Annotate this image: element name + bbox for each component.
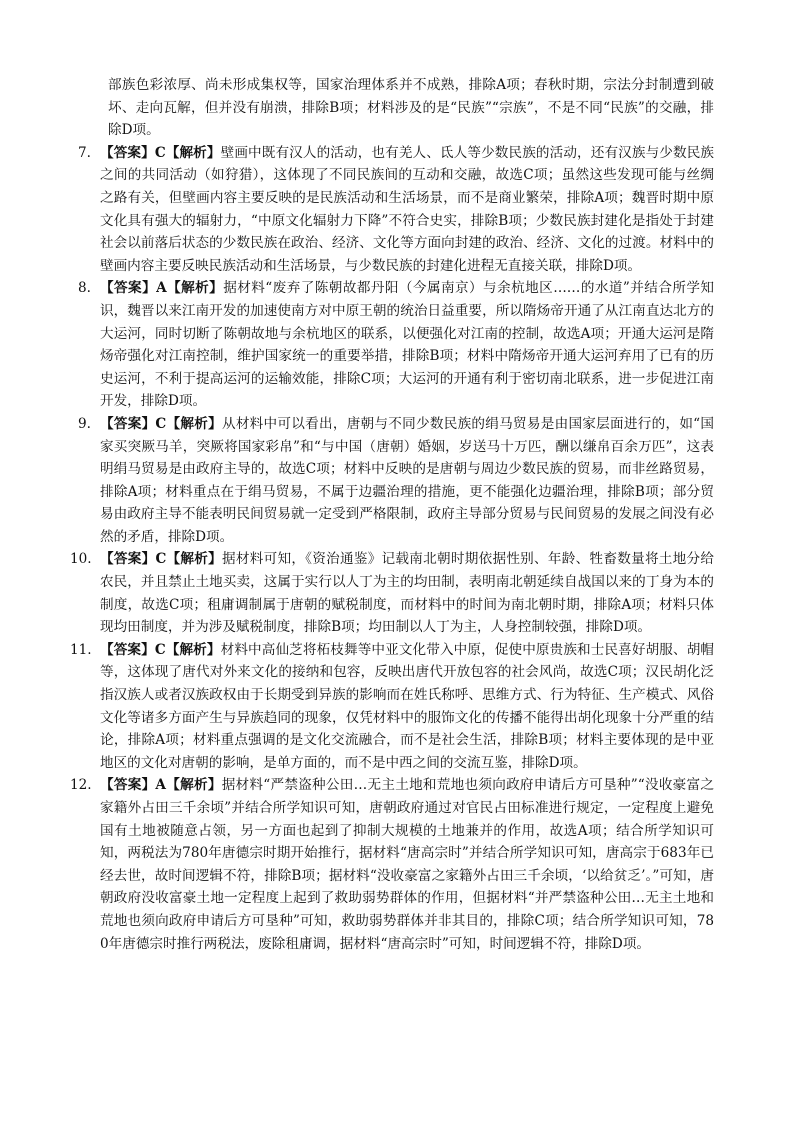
explanation-text: 据材料可知，《资治通鉴》记载南北朝时期依据性别、年龄、牲畜数量将土地分给农民，并且禁止土地买卖，这属于实行以人丁为主的均田制，表明南北朝延续自战国以来的丁身为本的制度，故选C项；租庸调制属于唐朝的赋税制度，而材料中的时间为南北朝时期，排除A项；材料只体现均田制度，并为涉及赋税制度，排除B项；均田制以人丁为主，人身控制较强，排除D项。	[100, 551, 714, 636]
answer-item-11	[70, 639, 714, 775]
question-number: 10.	[70, 551, 92, 568]
question-number: 8.	[78, 280, 91, 297]
answer-tag: 【答案】C【解析】	[100, 415, 222, 432]
question-number: 11.	[70, 641, 92, 658]
answer-item-12	[70, 774, 714, 955]
answer-item-10	[70, 548, 714, 638]
answer-body	[86, 277, 714, 413]
question-number: 7.	[78, 144, 91, 161]
explanation-text: 壁画中既有汉人的活动，也有羌人、氐人等少数民族的活动，还有汉族与少数民族之间的共同活动（如狩猎），这体现了不同民族间的互动和交融，故选C项；虽然这些发现可能与丝绸之路有关，但壁画内容主要反映的是民族活动和生活场景，而不是商业繁荣，排除A项；魏晋时期中原文化具有强大的辐射力，“中原文化辐射力下降”不符合史实，排除B项；少数民族封建化是指处于封建社会以前落后状态的少数民族在政治、经济、文化等方面向封建的政治、经济、文化的过渡。材料中的壁画内容主要反映民族活动和生活场景，与少数民族的封建化进程无直接关联，排除D项。	[100, 144, 714, 274]
answer-body	[86, 774, 714, 955]
explanation-text: 材料中高仙芝将柘枝舞等中亚文化带入中原，促使中原贵族和士民喜好胡服、胡帽等，这体现了唐代对外来文化的接纳和包容，反映出唐代开放包容的社会风尚，故选C项；汉民胡化泛指汉族人或者汉族政权由于长期受到异族的影响而在姓氏称呼、思维方式、行为特征、生产模式、风俗文化等诸多方面产生与异族趋同的现象，仅凭材料中的服饰文化的传播不能得出胡化现象十分严重的结论，排除A项；材料重点强调的是文化交流融合，而不是社会生活，排除B项；材料主要体现的是中亚地区的文化对唐朝的影响，是单方面的，而不是中西之间的交流互鉴，排除D项。	[100, 641, 714, 771]
answer-tag: 【答案】C【解析】	[100, 641, 221, 658]
answer-item-9	[78, 413, 714, 549]
answer-body	[86, 639, 714, 775]
answer-body	[86, 548, 714, 638]
answer-body	[86, 413, 714, 549]
answer-body	[86, 142, 714, 278]
continued-explanation: 部族色彩浓厚、尚未形成集权等，国家治理体系并不成熟，排除A项；春秋时期，宗法分封制遭到破坏、走向瓦解，但并没有崩溃，排除B项；材料涉及的是“民族”“宗族”，不是不同“民族”的交融，排除D项。	[108, 77, 714, 139]
question-number: 12.	[70, 777, 92, 794]
explanation-text: 从材料中可以看出，唐朝与不同少数民族的绢马贸易是由国家层面进行的，如“国家买突厥马羊，突厥将国家彩帛”和“与中国（唐朝）婚姻，岁送马十万匹，酬以缣帛百余万匹”，这表明绢马贸易是由政府主导的，故选C项；材料中反映的是唐朝与周边少数民族的贸易，而非丝路贸易，排除A项；材料重点在于绢马贸易，不属于边疆治理的措施，更不能强化边疆治理，排除B项；部分贸易由政府主导不能表明民间贸易就一定受到严格限制，政府主导部分贸易与民间贸易的发展之间没有必然的矛盾，排除D项。	[100, 415, 714, 545]
answer-tag: 【答案】A【解析】	[100, 777, 222, 794]
answer-item-7	[78, 142, 714, 278]
answer-item-8	[78, 277, 715, 413]
explanation-text: 据材料“严禁盗种公田…无主土地和荒地也须向政府申请后方可垦种”“没收豪富之家籍外占田三千余顷”并结合所学知识可知，唐朝政府通过对官民占田标准进行规定，一定程度上避免国有土地被随意占领，另一方面也起到了抑制大规模的土地兼并的作用，故选A项；结合所学知识可知，两税法为780年唐德宗时期开始推行，据材料“唐高宗时”并结合所学知识可知，唐高宗于683年已经去世，故时间逻辑不符，排除B项；据材料“没收豪富之家籍外占田三千余顷，‘以给贫乏’。”可知，唐朝政府没收富豪土地一定程度上起到了救助弱势群体的作用，但据材料“并严禁盗种公田…无主土地和荒地也须向政府申请后方可垦种”可知，救助弱势群体并非其目的，排除C项；结合所学知识可知，780年唐德宗时推行两税法，废除租庸调，据材料“唐高宗时”可知，时间逻辑不符，排除D项。	[100, 777, 714, 952]
answer-tag: 【答案】C【解析】	[100, 144, 221, 161]
answer-tag: 【答案】C【解析】	[100, 551, 222, 568]
question-number: 9.	[78, 415, 91, 432]
explanation-text: 据材料“废弃了陈朝故都丹阳（今属南京）与余杭地区……的水道”并结合所学知识，魏晋以来江南开发的加速使南方对中原王朝的统治日益重要，所以隋炀帝开通了从江南直达北方的大运河，同时切断了陈朝故地与余杭地区的联系，以便强化对江南的控制，故选A项；开通大运河是隋炀帝强化对江南控制，维护国家统一的重要举措，排除B项；材料中隋炀帝开通大运河弃用了已有的历史运河，不利于提高运河的运输效能，排除C项；大运河的开通有利于密切南北联系，进一步促进江南开发，排除D项。	[100, 280, 715, 410]
answer-tag: 【答案】A【解析】	[100, 280, 224, 297]
